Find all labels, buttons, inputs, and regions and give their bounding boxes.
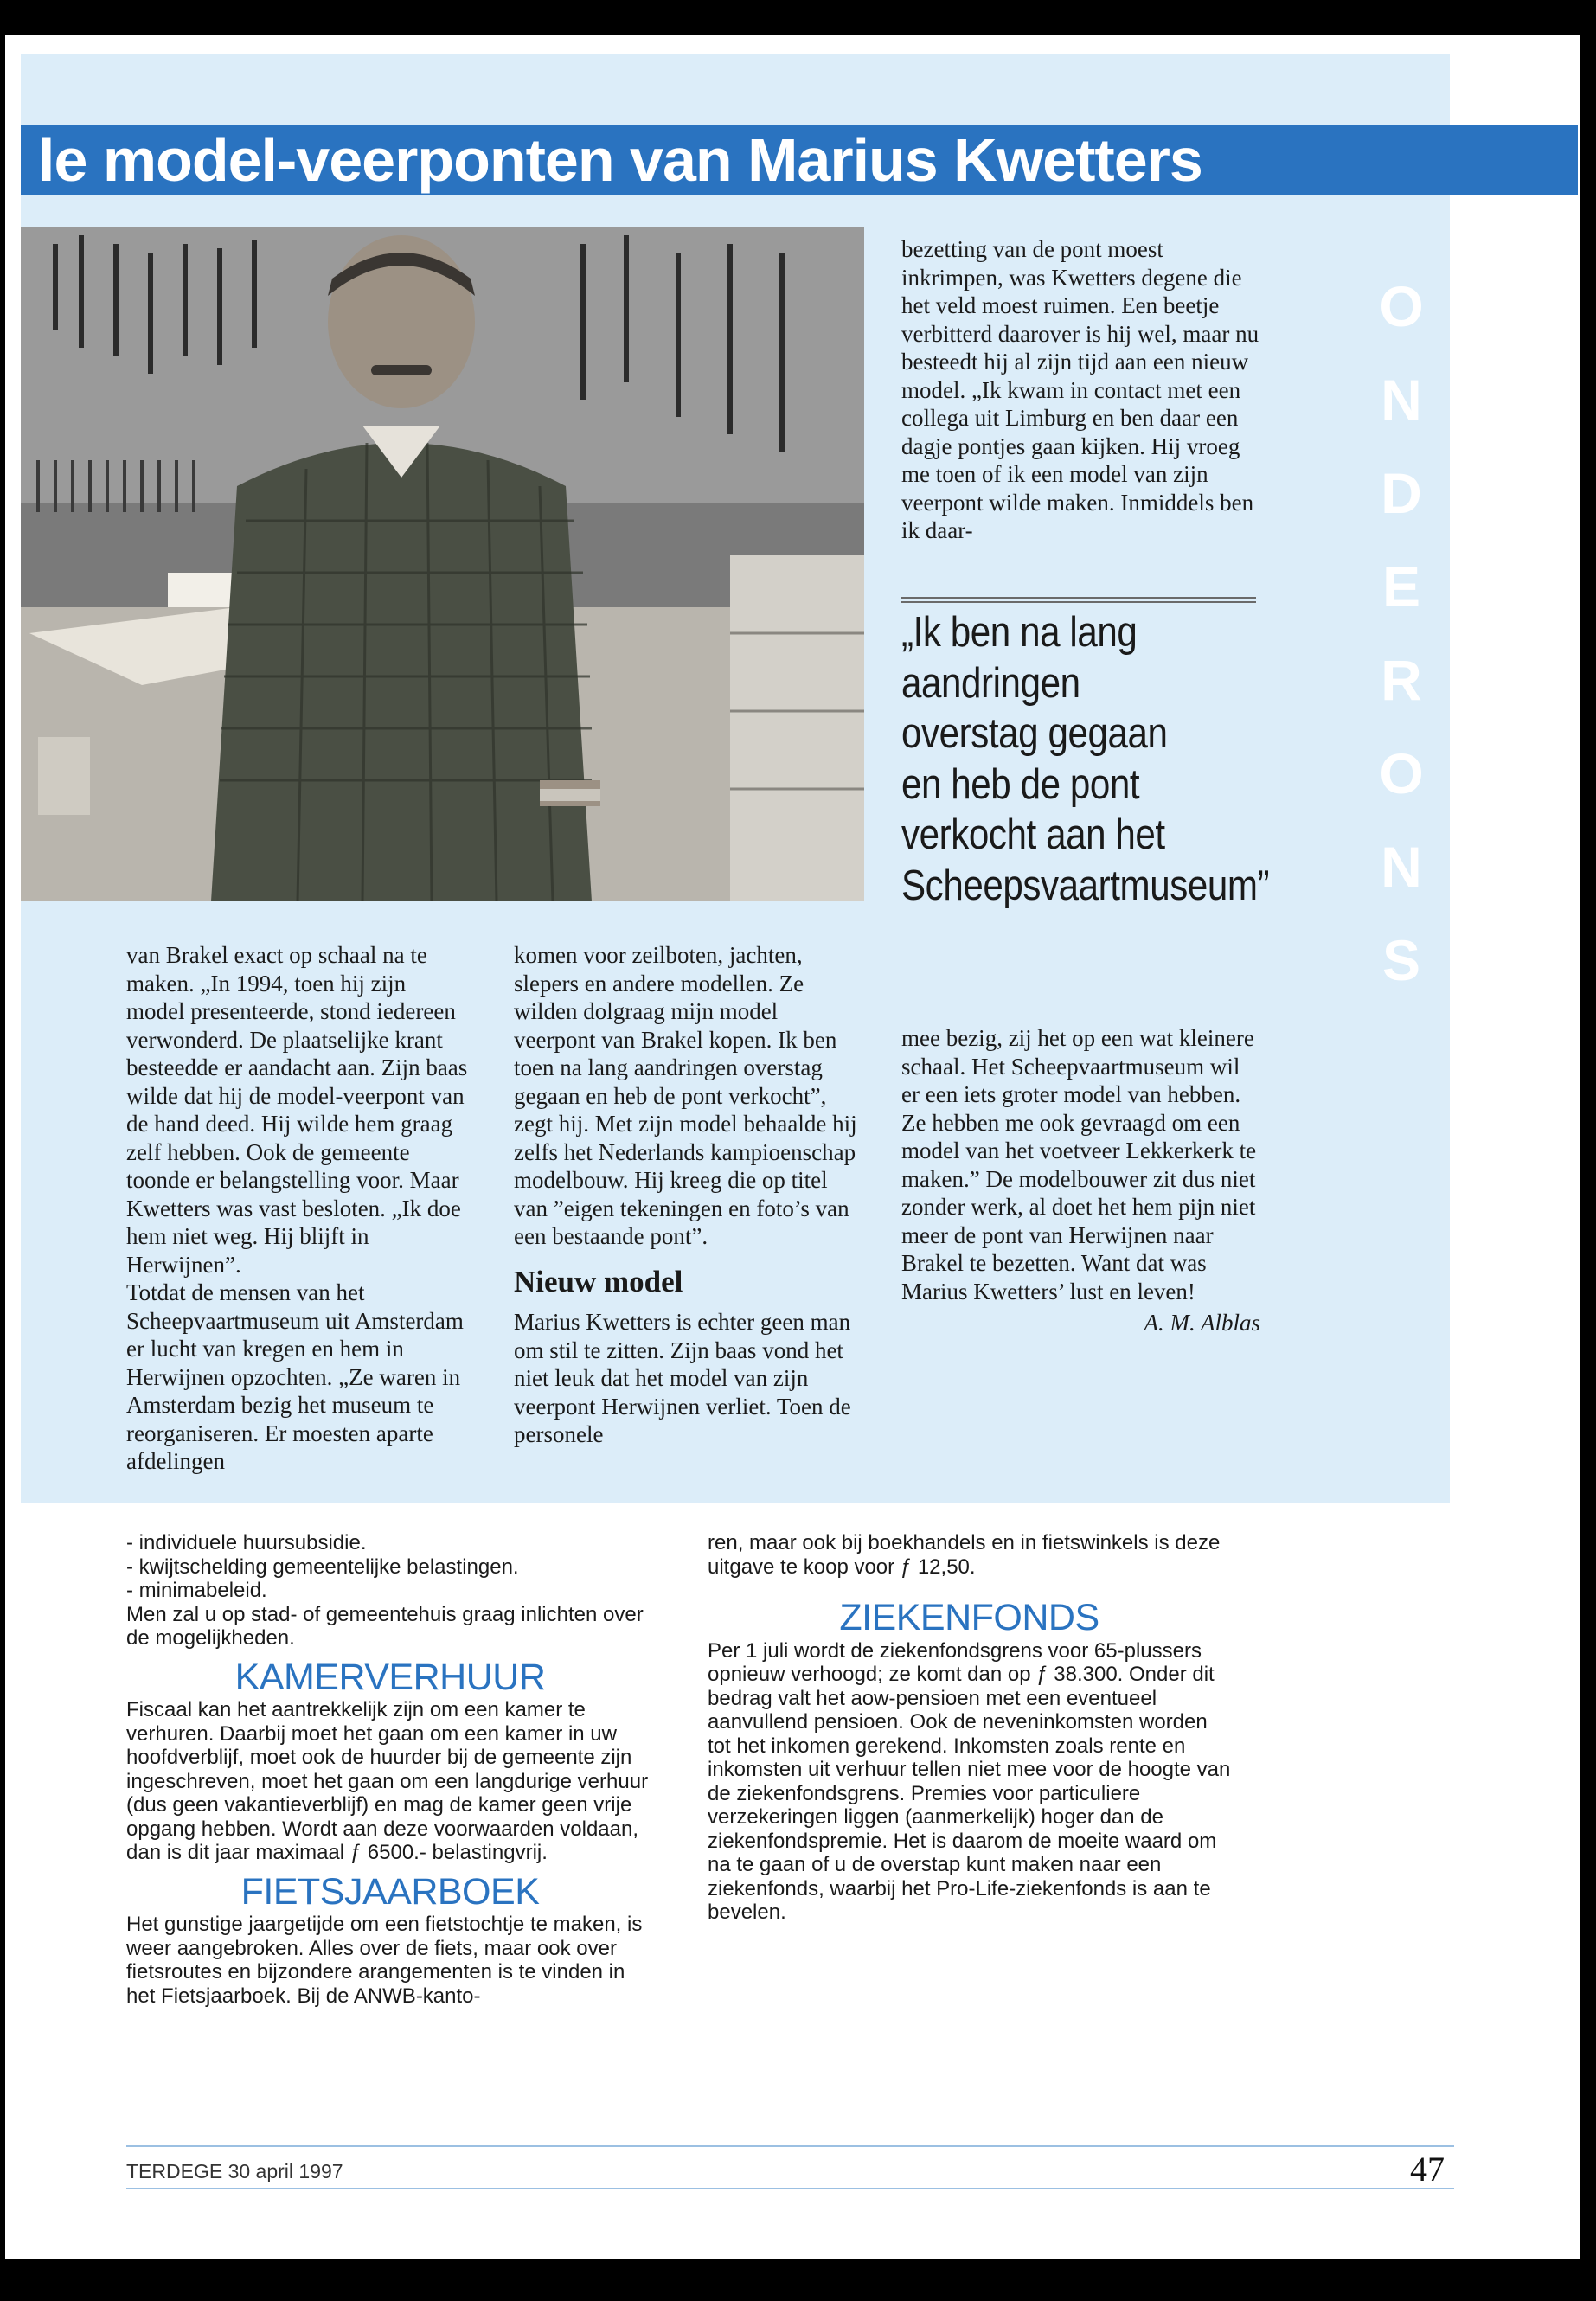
article-paragraph: Totdat de mensen van het Scheepvaartmuseum uit Amsterdam er lucht van kregen en hem in Herwijnen opzochten. „Ze waren in Amsterdam bezig het museum te reorganiseren. Er moesten aparte afdelingen <box>126 1279 464 1474</box>
section-text-fietsjaarboek-continued: ren, maar ook bij boekhandels en in fietswinkels is deze uitgave te koop voor ƒ 12,50. <box>708 1531 1221 1579</box>
list-item: - kwijtschelding gemeentelijke belastingen. <box>126 1554 519 1579</box>
footer-rule <box>126 2145 1454 2147</box>
article-paragraph: bezetting van de pont moest inkrimpen, was Kwetters degene die het veld moest ruimen. Een beetje verbitterd daarover is hij wel, maar nu besteedt hij al zijn tijd aan een nieuw model. „Ik kwam in contact met een collega uit Limburg en ben daar een dagje pontjes gaan kijken. Hij vroeg me toen of ik een model van zijn veerpont wilde maken. Inmiddels ben ik daar- <box>901 236 1259 543</box>
article-column-2 <box>514 941 860 1449</box>
sidebar-letter: N <box>1381 368 1422 432</box>
article-paragraph: Marius Kwetters is echter geen man om stil te zitten. Zijn baas vond het niet leuk dat het model van zijn veerpont Herwijnen verliet. Toen de personele <box>514 1309 851 1447</box>
article-column-3-top <box>901 235 1260 545</box>
sidebar-letter: D <box>1381 461 1422 525</box>
article-paragraph: komen voor zeilboten, jachten, slepers en andere modellen. Ze wilden dolgraag mijn model veerpont van Brakel kopen. Ik ben toen na lang aandringen overstag gegaan en heb de pont verkocht”, zegt hij. Met zijn model behaalde hij zelfs het Nederlands kampioenschap modelbouw. Hij kreeg die op titel van ”eigen tekeningen en foto’s van een bestaande pont”. <box>514 942 857 1249</box>
wristwatch <box>540 789 600 801</box>
lower-right-column <box>708 1531 1231 1925</box>
article-title: le model-veerponten van Marius Kwetters <box>38 126 1202 194</box>
section-heading-kamerverhuur: KAMERVERHUUR <box>234 1656 546 1698</box>
page-number: 47 <box>1410 2150 1445 2189</box>
list-item: - minimabeleid. <box>126 1579 267 1602</box>
list-note: Men zal u op stad- of gemeentehuis graag inlichten over de mogelijkheden. <box>126 1602 644 1650</box>
article-column-3-bottom <box>901 1024 1260 1337</box>
paint-tin <box>38 737 90 815</box>
section-text-kamerverhuur: Fiscaal kan het aantrekkelijk zijn om een kamer te verhuren. Daarbij moet het gaan om een kamer in uw hoofdverblijf, moet ook de huurder bij de gemeente zijn ingeschreven, moet het gaan om een langdurige verhuur (dus geen vakantieverblijf) en mag de kamer geen vrije opgang hebben. Wordt aan deze voorwaarden voldaan, dan is dit jaar maximaal ƒ 6500.- belastingvrij. <box>126 1698 649 1864</box>
scan-border-top <box>0 0 1596 35</box>
sidebar-letter: O <box>1379 274 1424 338</box>
scan-border-right <box>1580 0 1596 2301</box>
list-item: - individuele huursubsidie. <box>126 1531 367 1554</box>
section-heading-fietsjaarboek: FIETSJAARBOEK <box>240 1870 540 1913</box>
scan-border-left <box>0 0 5 2301</box>
sidebar-letter: N <box>1381 835 1422 899</box>
footer-rule-bottom <box>126 2188 1454 2189</box>
section-label-onderons <box>1362 260 1440 992</box>
scan-border-bottom <box>0 2259 1596 2301</box>
section-heading-ziekenfonds: ZIEKENFONDS <box>839 1597 1099 1638</box>
pull-quote: „Ik ben na lang aandringen overstag gegaan en heb de pont verkocht aan het Scheepsvaartmuseum” <box>901 609 1270 909</box>
sidebar-letter: O <box>1379 741 1424 805</box>
sidebar-letter: E <box>1381 554 1421 619</box>
workshop-photo <box>21 227 864 901</box>
pull-quote-rule-top <box>901 597 1256 603</box>
workshop-photo-illustration <box>21 227 864 901</box>
section-text-ziekenfonds: Per 1 juli wordt de ziekenfondsgrens voor 65-plussers opnieuw verhoogd; ze komt dan op ƒ 38.300. Onder dit bedrag valt het aow-pensioen met een eventueel aanvullend pensioen. Ook de neveninkomsten worden tot het inkomen gerekend. Inkomsten zoals rente en inkomsten uit verhuur tellen niet mee voor de hoogte van de ziekenfondsgrens. Premies voor particuliere verzekeringen liggen (aanmerkelijk) hoger dan de ziekenfondspremie. Het is daarom de moeite waard om na te gaan of u de overstap kunt maken naar een ziekenfonds, waarbij het Pro-Life-ziekenfonds is aan te bevelen. <box>708 1638 1231 1924</box>
man-moustache <box>371 365 432 375</box>
lower-left-column <box>126 1531 654 2008</box>
article-column-1 <box>126 941 468 1476</box>
footer-publication: TERDEGE 30 april 1997 <box>126 2160 343 2182</box>
sidebar-letter: R <box>1381 648 1422 712</box>
section-text-fietsjaarboek: Het gunstige jaargetijde om een fietstochtje te maken, is weer aangebroken. Alles over de fiets, maar ook over fietsroutes en bijzondere arangementen is te vinden in het Fietsjaarboek. Bij de ANWB-kanto- <box>126 1913 643 2008</box>
sidebar-letter: S <box>1381 928 1421 992</box>
man-shirt <box>211 443 592 901</box>
article-paragraph: van Brakel exact op schaal na te maken. „In 1994, toen hij zijn model presenteerde, stond iedereen verwonderd. De plaatselijke krant besteedde er aandacht aan. Zijn baas wilde dat hij de model-veerpont van de hand deed. Hij wilde hem graag zelf hebben. Ook de gemeente toonde er belangstelling voor. Maar Kwetters was vast besloten. „Ik doe hem niet weg. Hij blijft in Herwijnen”. <box>126 942 468 1278</box>
drawer-cabinet <box>730 555 864 901</box>
article-paragraph: mee bezig, zij het op een wat kleinere schaal. Het Scheepvaartmuseum wil er een iets groter model van hebben. Ze hebben me ook gevraagd om een model van het voetveer Lekkerkerk te maken.” De modelbouwer zit dus niet zonder werk, al doet het hem pijn niet meer de pont van Herwijnen naar Brakel te bezetten. Want dat was Marius Kwetters’ lust en leven! <box>901 1025 1257 1304</box>
article-subheading: Nieuw model <box>514 1264 683 1298</box>
article-title-bar <box>21 125 1578 195</box>
article-signature: A. M. Alblas <box>1144 1310 1260 1336</box>
